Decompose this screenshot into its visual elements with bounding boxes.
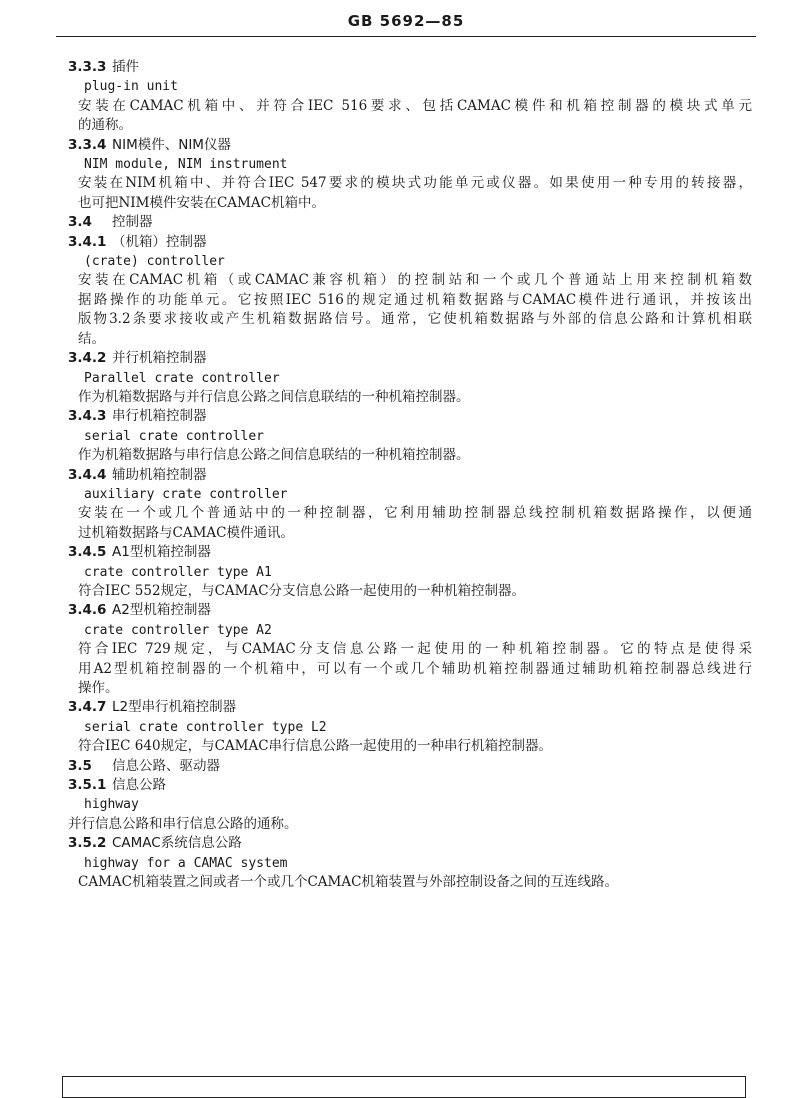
definition-line: 的通称。	[78, 117, 132, 134]
section-heading	[68, 698, 752, 717]
section-number: 3.3.3	[68, 59, 107, 75]
english-term: crate controller type A2	[84, 622, 272, 638]
english-term: serial crate controller type L2	[84, 719, 327, 735]
section-title: NIM模件、NIM仪器	[112, 136, 231, 153]
section-number: 3.5.2	[68, 835, 107, 852]
section-heading	[68, 543, 752, 562]
definition-line: 符合IEC 729规定，与CAMAC分支信息公路一起使用的一种机箱控制器。它的特点是使得采	[78, 641, 752, 658]
section-number: 3.4.1	[68, 233, 107, 250]
definition-line: 也可把NIM模件安装在CAMAC机箱中。	[78, 194, 325, 211]
section-number: 3.3.4	[68, 136, 107, 153]
definition-line: 过机箱数据路与CAMAC模件通讯。	[78, 524, 294, 541]
section-heading	[68, 757, 752, 776]
definition-line: 结。	[78, 330, 105, 347]
section-title: A2型机箱控制器	[112, 602, 211, 619]
section-number: 3.5	[68, 757, 92, 774]
section-heading	[68, 58, 752, 77]
section-number: 3.4.3	[68, 408, 107, 425]
section-number: 3.4.7	[68, 699, 107, 716]
document-body	[68, 58, 752, 892]
definition-line: 作为机箱数据路与并行信息公路之间信息联结的一种机箱控制器。	[78, 388, 470, 405]
section-title: 并行机箱控制器	[112, 350, 207, 367]
section-heading	[68, 601, 752, 620]
english-term: highway	[84, 797, 139, 813]
section-heading	[68, 407, 752, 426]
definition-line: 操作。	[78, 680, 119, 696]
section-heading	[68, 233, 752, 252]
section-number: 3.5.1	[68, 777, 107, 794]
definition-line: 用A2型机箱控制器的一个机箱中，可以有一个或几个辅助机箱控制器通过辅助机箱控制器总线进行	[78, 660, 752, 677]
definition-line: 符合IEC 552规定，与CAMAC分支信息公路一起使用的一种机箱控制器。	[78, 582, 526, 599]
definition-line: 据路操作的功能单元。它按照IEC 516的规定通过机箱数据路与CAMAC模件进行通讯，并按该出	[78, 291, 752, 308]
definition-line: 安装在一个或几个普通站中的一种控制器，它利用辅助控制器总线控制机箱数据路操作，以便通	[78, 505, 752, 522]
section-title: 插件	[112, 59, 139, 75]
section-number: 3.4.5	[68, 544, 107, 561]
section-heading	[68, 466, 752, 485]
section-heading	[68, 349, 752, 368]
definition-line: 安装在CAMAC机箱中、并符合IEC 516要求、包括CAMAC模件和机箱控制器的模块式单元	[78, 97, 752, 114]
section-title: 信息公路	[112, 777, 166, 794]
section-number: 3.4.2	[68, 350, 107, 367]
section-title: 控制器	[112, 214, 153, 231]
section-heading	[68, 776, 752, 795]
page-header	[56, 6, 756, 37]
footer-frame	[62, 1076, 746, 1098]
definition-line: 作为机箱数据路与串行信息公路之间信息联结的一种机箱控制器。	[78, 447, 470, 464]
english-term: serial crate controller	[84, 428, 265, 444]
section-title: L2型串行机箱控制器	[112, 699, 237, 716]
section-number: 3.4	[68, 214, 92, 231]
english-term: NIM module, NIM instrument	[84, 157, 288, 173]
section-title: 辅助机箱控制器	[112, 466, 207, 483]
section-title: 信息公路、驱动器	[112, 757, 220, 774]
section-title: 串行机箱控制器	[112, 408, 207, 425]
english-term: highway for a CAMAC system	[84, 855, 288, 871]
english-term: auxiliary crate controller	[84, 486, 288, 502]
section-title: （机箱）控制器	[112, 233, 207, 250]
english-term: crate controller type A1	[84, 564, 272, 580]
english-term: plug-in unit	[84, 79, 178, 95]
section-title: A1型机箱控制器	[112, 544, 211, 561]
section-number: 3.4.4	[68, 466, 107, 483]
section-heading	[68, 213, 752, 232]
definition-line: 安装在NIM机箱中、并符合IEC 547要求的模块式功能单元或仪器。如果使用一种专用的转接器，	[78, 175, 752, 192]
definition-line: 版物3.2条要求接收或产生机箱数据路信号。通常，它使机箱数据路与外部的信息公路和计算机相联	[78, 311, 752, 328]
section-heading	[68, 136, 752, 155]
section-number: 3.4.6	[68, 602, 107, 619]
definition-line: 并行信息公路和串行信息公路的通称。	[68, 815, 298, 832]
english-term: (crate) controller	[84, 254, 225, 270]
section-title: CAMAC系统信息公路	[112, 835, 242, 852]
definition-line: 安装在CAMAC机箱（或CAMAC兼容机箱）的控制站和一个或几个普通站上用来控制机箱数	[78, 272, 752, 289]
english-term: Parallel crate controller	[84, 370, 280, 386]
standard-code: GB 5692—85	[347, 12, 465, 30]
definition-line: CAMAC机箱装置之间或者一个或几个CAMAC机箱装置与外部控制设备之间的互连线路。	[78, 874, 618, 891]
section-heading	[68, 834, 752, 853]
definition-line: 符合IEC 640规定，与CAMAC串行信息公路一起使用的一种串行机箱控制器。	[78, 738, 553, 755]
